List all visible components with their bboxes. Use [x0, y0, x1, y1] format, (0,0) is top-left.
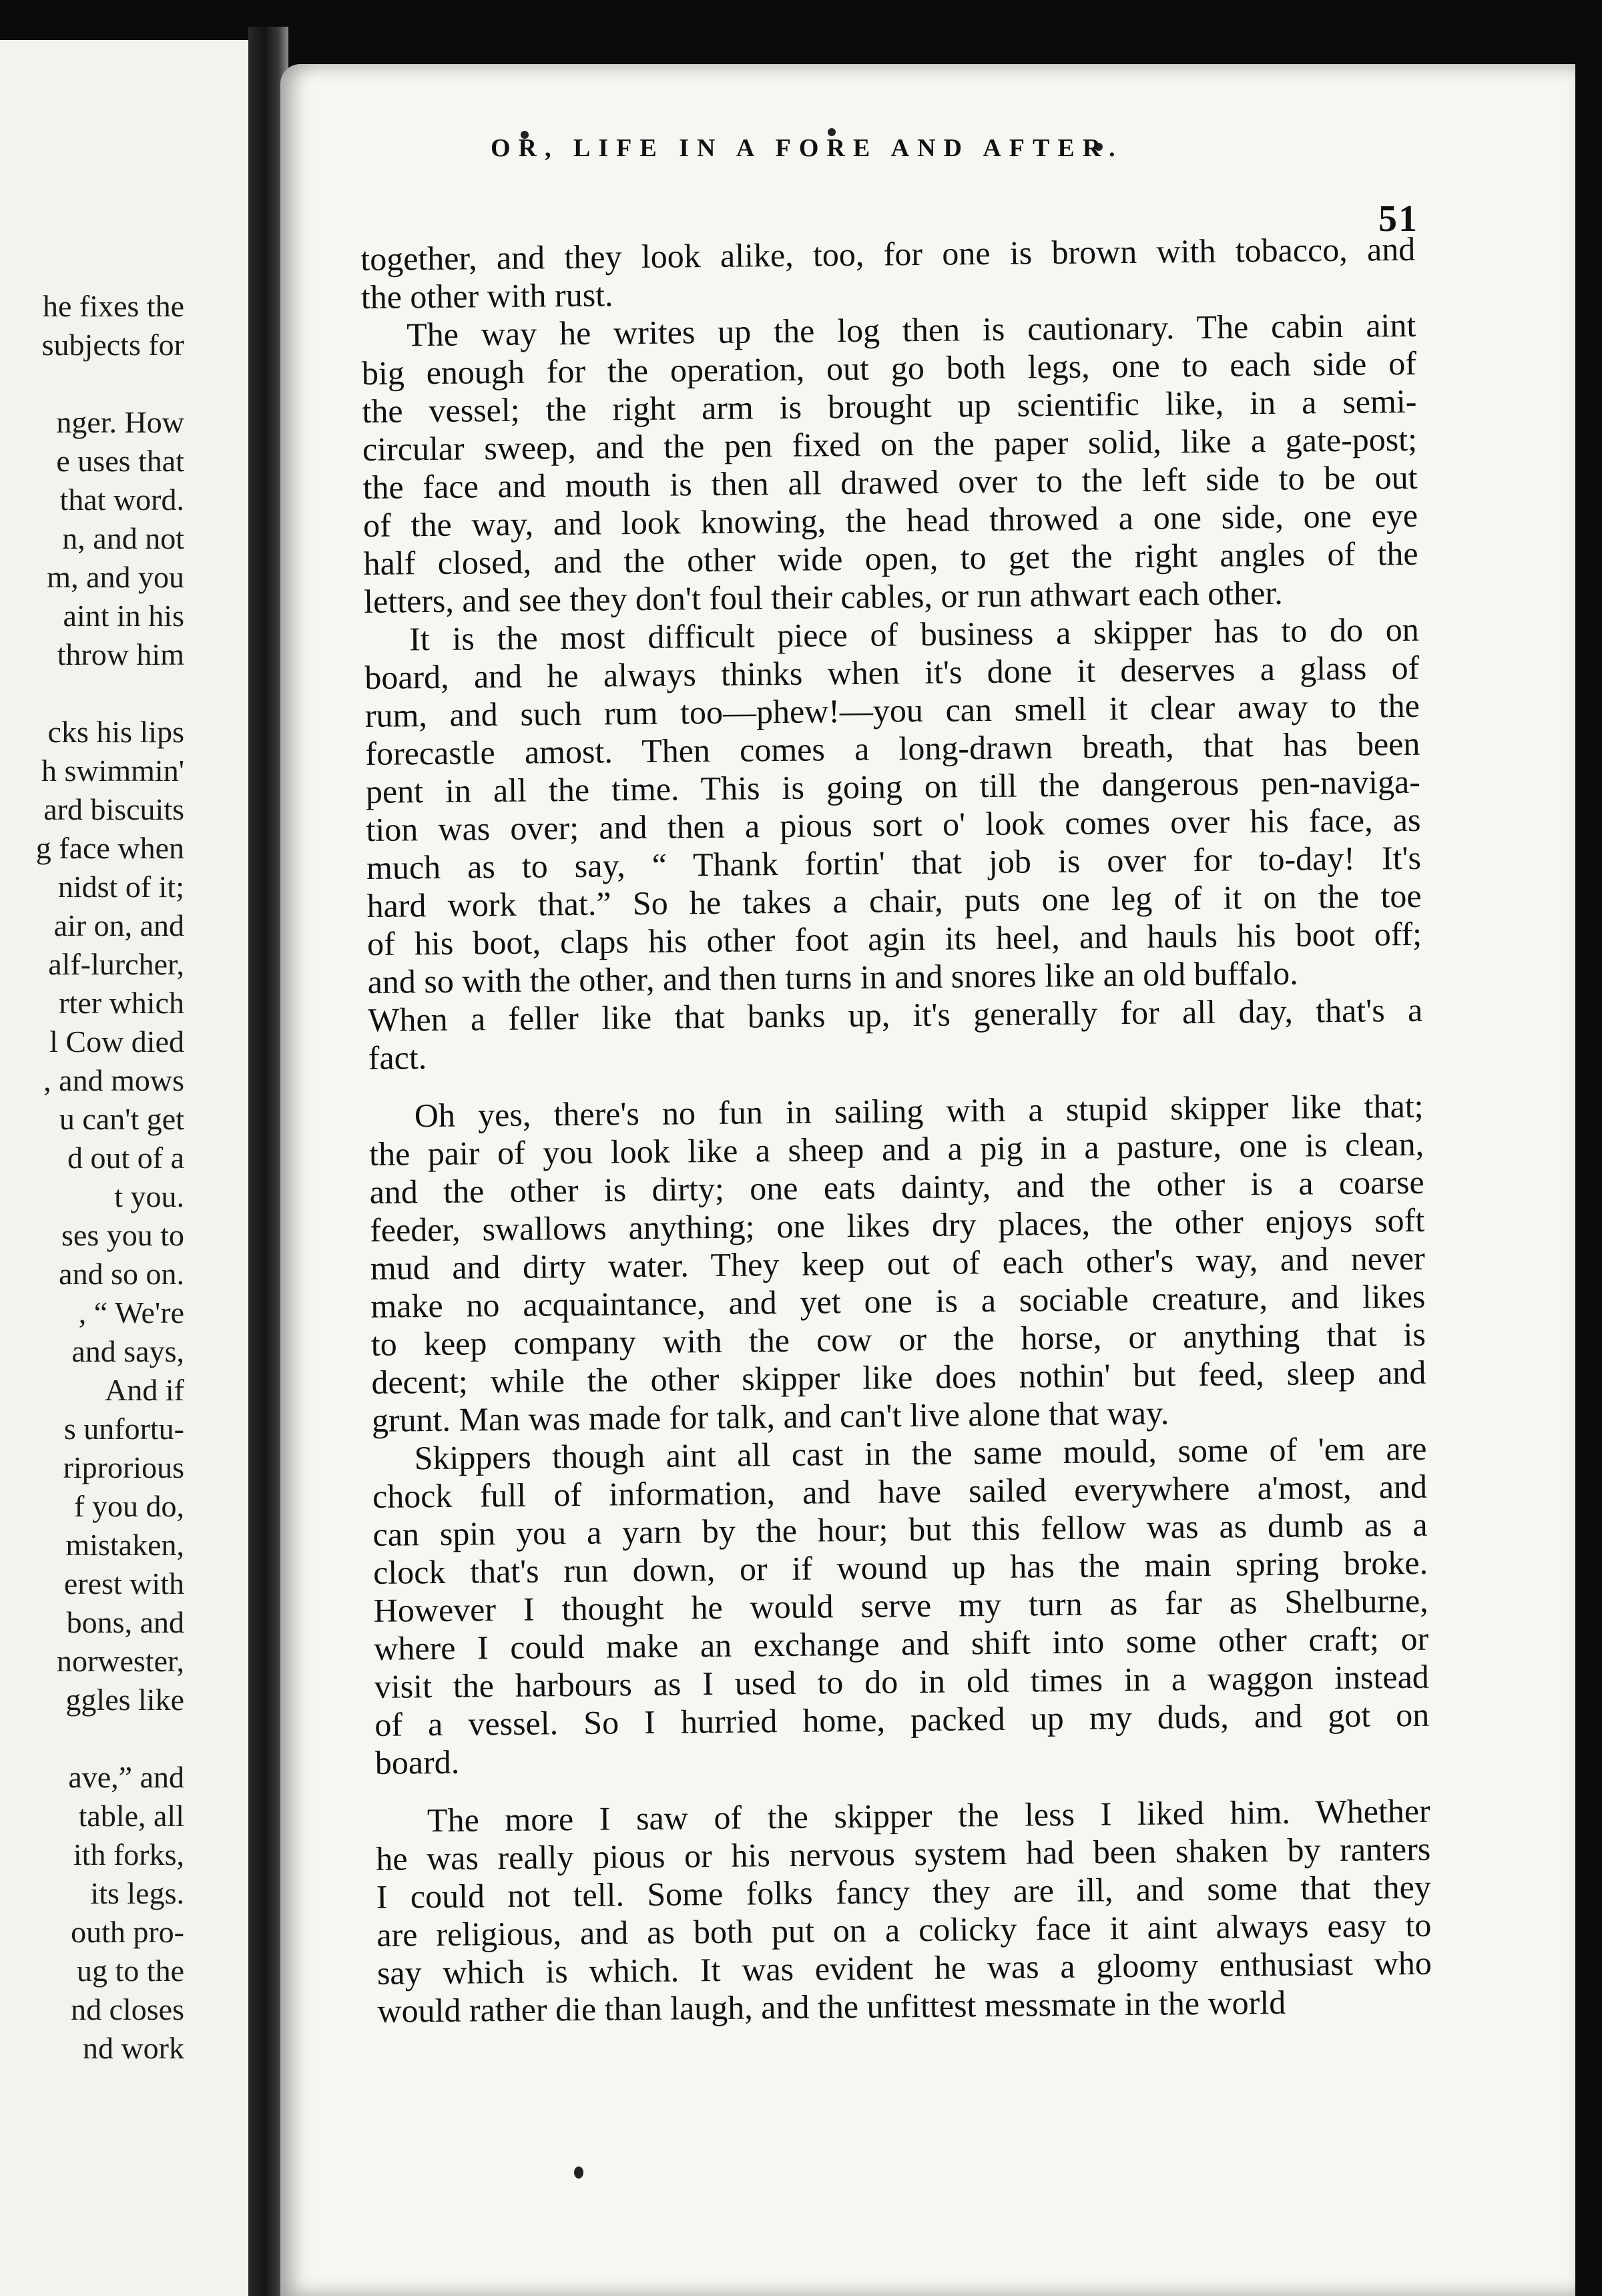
body-line: rum, and such rum too—phew!—you can smell it clear away to the — [364, 686, 1420, 734]
body-line: where I could make an exchange and shift into some other craft; or — [373, 1619, 1429, 1667]
body-line: the vessel; the right arm is brought up scientific like, in a semi- — [362, 382, 1417, 430]
left-page-line: cks his lips — [47, 715, 184, 749]
body-text — [360, 230, 1432, 2030]
body-line: are religious, and as both put on a colicky face it aint always easy to — [376, 1906, 1432, 1954]
left-page-line: u can't get — [59, 1102, 184, 1136]
left-page-line: ith forks, — [73, 1837, 184, 1872]
left-page-line: ard biscuits — [43, 792, 184, 826]
left-page-line: aint in his — [63, 599, 184, 633]
left-page-line: alf-lurcher, — [48, 947, 184, 981]
body-line: board, and he always thinks when it's done it deserves a glass of — [364, 648, 1420, 696]
body-line: of a vessel. So I hurried home, packed up my duds, and got on — [374, 1695, 1430, 1743]
body-line: Oh yes, there's no fun in sailing with a stupid skipper like that; — [368, 1087, 1424, 1135]
left-page-line: e uses that — [56, 444, 184, 478]
left-page-line — [0, 1719, 184, 1758]
left-page-line: norwester, — [56, 1644, 184, 1678]
left-page-line: and so on. — [59, 1257, 184, 1291]
left-page-line: riprorious — [63, 1450, 184, 1484]
body-line: he was really pious or his nervous system had been shaken by ranters — [376, 1829, 1431, 1878]
body-line: together, and they look alike, too, for one is brown with tobacco, and — [360, 230, 1416, 278]
left-page-line: table, all — [78, 1799, 184, 1833]
left-page-line: mistaken, — [65, 1528, 184, 1562]
left-page-line: ave,” and — [68, 1760, 184, 1794]
left-page-line: , “ We're — [78, 1296, 184, 1330]
left-page-line: air on, and — [53, 908, 184, 942]
left-page-line: ug to the — [77, 1954, 184, 1988]
body-line: circular sweep, and the pen fixed on the paper solid, like a gate-post; — [362, 420, 1418, 468]
body-line: to keep company with the cow or the horse, or anything that is — [370, 1315, 1426, 1363]
left-page-line: its legs. — [90, 1876, 184, 1910]
left-page-line: outh pro- — [71, 1915, 184, 1949]
body-line: The more I saw of the skipper the less I liked him. Whether — [375, 1791, 1430, 1839]
body-line: of the way, and look knowing, the head throwed a one side, one eye — [362, 496, 1418, 544]
body-line: It is the most difficult piece of business a skipper has to do on — [364, 610, 1419, 658]
body-line: However I thought he would serve my turn as far as Shelburne, — [373, 1581, 1428, 1629]
left-page-line: ses you to — [61, 1218, 184, 1252]
left-page-line: nd work — [82, 2031, 184, 2065]
body-line: of his boot, claps his other foot agin its heel, and hauls his boot off; — [366, 914, 1422, 962]
body-line: the other with rust. — [360, 276, 613, 316]
left-page-line: nger. How — [56, 405, 184, 439]
body-line: much as to say, “ Thank fortin' that job is over for to-day! It's — [366, 838, 1422, 886]
left-page-line: s unfortu- — [63, 1412, 184, 1446]
running-header: OR, LIFE IN A FORE AND AFTER. — [491, 134, 1123, 162]
body-line: the face and mouth is then all drawed over to the left side to be out — [362, 458, 1418, 506]
left-page-line: and says, — [71, 1334, 184, 1368]
body-line: big enough for the operation, out go both legs, one to each side of — [361, 344, 1417, 392]
left-page-line: g face when — [35, 831, 184, 865]
body-line: and the other is dirty; one eats dainty, and the other is a coarse — [369, 1163, 1424, 1211]
left-page-line: nidst of it; — [57, 870, 184, 904]
body-line: half closed, and the other wide open, to get the right angles of the — [363, 534, 1418, 582]
left-page-line: throw him — [57, 637, 184, 671]
body-line: feeder, swallows anything; one likes dry places, the other enjoys soft — [369, 1201, 1425, 1249]
body-line: would rather die than laugh, and the unfittest messmate in the world — [377, 1983, 1286, 2030]
left-page-line: nd closes — [71, 1992, 184, 2026]
page-number: 51 — [1378, 198, 1418, 240]
body-line: tion was over; and then a pious sort o' look comes over his face, as — [366, 800, 1421, 848]
body-line: the pair of you look like a sheep and a pig in a pasture, one is clean, — [368, 1125, 1424, 1173]
body-line: visit the harbours as I used to do in old times in a waggon instead — [374, 1657, 1429, 1705]
left-page-line — [0, 364, 184, 403]
left-page-line: m, and you — [47, 560, 184, 594]
left-page-line: subjects for — [41, 328, 184, 362]
left-page-line: n, and not — [62, 521, 184, 555]
left-page-line: ggles like — [65, 1683, 184, 1717]
left-page-line: h swimmin' — [41, 754, 184, 788]
body-line: board. — [374, 1743, 460, 1781]
left-page-line: that word. — [59, 483, 184, 517]
body-line: Skippers though aint all cast in the same mould, some of 'em are — [372, 1429, 1427, 1477]
left-page-text — [0, 287, 184, 2068]
left-page-line: d out of a — [67, 1141, 184, 1175]
body-line: letters, and see they don't foul their cables, or run athwart each other. — [363, 573, 1283, 620]
left-page-line: he fixes the — [42, 289, 184, 323]
left-page-line: f you do, — [74, 1489, 184, 1523]
body-line: grunt. Man was made for talk, and can't live alone that way. — [371, 1394, 1169, 1439]
left-facing-page — [0, 40, 248, 2296]
body-line: make no acquaintance, and yet one is a sociable creature, and likes — [370, 1277, 1426, 1325]
left-page-line: And if — [105, 1373, 184, 1407]
left-page-line: erest with — [63, 1566, 184, 1601]
body-line: The way he writes up the log then is cautionary. The cabin aint — [361, 306, 1416, 354]
body-line: hard work that.” So he takes a chair, puts one leg of it on the toe — [366, 876, 1422, 924]
ink-speck — [574, 2167, 583, 2179]
body-line: say which is which. It was evident he was a gloomy enthusiast who — [376, 1944, 1432, 1992]
body-line: mud and dirty water. They keep out of each other's way, and never — [370, 1239, 1425, 1287]
left-page-line: , and mows — [43, 1063, 184, 1097]
body-line: forecastle amost. Then comes a long-drawn breath, that has been — [365, 724, 1420, 772]
body-line: clock that's run down, or if wound up has the main spring broke. — [372, 1543, 1428, 1591]
body-line: I could not tell. Some folks fancy they are ill, and some that they — [376, 1868, 1432, 1916]
left-page-line: bons, and — [66, 1605, 184, 1639]
left-page-line: rter which — [59, 986, 184, 1020]
body-line: decent; while the other skipper like does nothin' but feed, sleep and — [371, 1353, 1426, 1401]
body-line: When a feller like that banks up, it's generally for all day, that's a — [367, 990, 1423, 1039]
body-line: pent in all the time. This is going on till the dangerous pen-naviga- — [365, 762, 1421, 810]
body-line: and so with the other, and then turns in and snores like an old buffalo. — [367, 954, 1298, 1000]
body-line: can spin you a yarn by the hour; but this fellow was as dumb as a — [372, 1505, 1428, 1553]
body-line: fact. — [368, 1039, 427, 1077]
body-line: chock full of information, and have sailed everywhere a'most, and — [372, 1467, 1428, 1515]
left-page-line — [0, 674, 184, 713]
left-page-line: t you. — [114, 1179, 184, 1213]
left-page-line: l Cow died — [49, 1025, 184, 1059]
